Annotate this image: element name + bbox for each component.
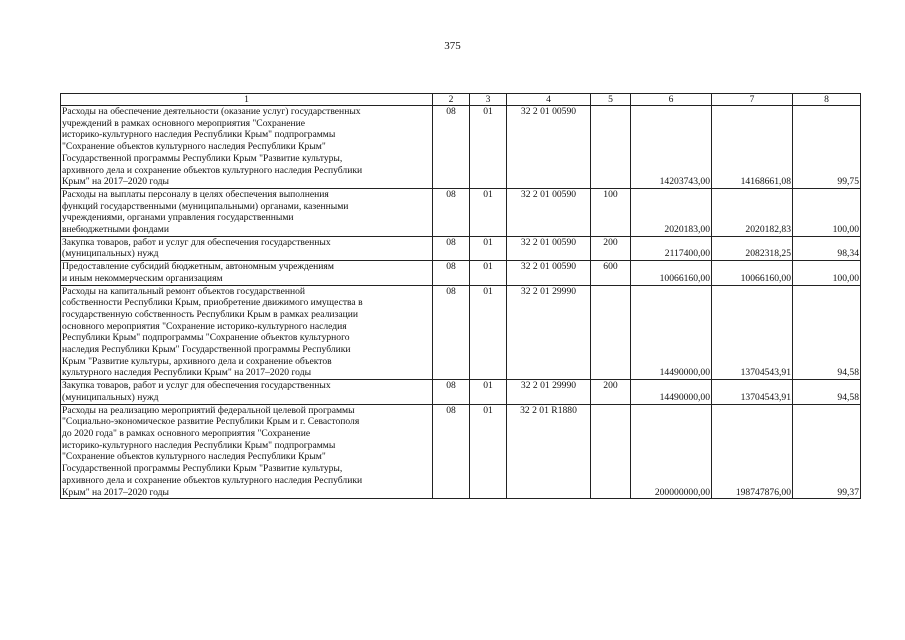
executed-amount: 10066160,00 bbox=[712, 261, 793, 285]
expense-type-code bbox=[591, 106, 631, 189]
execution-percent: 99,37 bbox=[793, 404, 861, 499]
subsection-code: 01 bbox=[470, 188, 507, 236]
planned-amount: 2117400,00 bbox=[631, 236, 712, 260]
target-article-code: 32 2 01 00590 bbox=[507, 106, 591, 189]
expense-type-code: 600 bbox=[591, 261, 631, 285]
table-row bbox=[61, 188, 861, 236]
expense-description: Предоставление субсидий бюджетным, автономным учреждениям и иным некоммерческим организациям bbox=[61, 261, 433, 285]
target-article-code: 32 2 01 00590 bbox=[507, 261, 591, 285]
header-cell: 1 bbox=[61, 94, 433, 106]
planned-amount: 14490000,00 bbox=[631, 380, 712, 404]
expense-type-code: 200 bbox=[591, 236, 631, 260]
target-article-code: 32 2 01 29990 bbox=[507, 285, 591, 380]
executed-amount: 198747876,00 bbox=[712, 404, 793, 499]
planned-amount: 200000000,00 bbox=[631, 404, 712, 499]
table-row bbox=[61, 261, 861, 285]
expense-type-code bbox=[591, 404, 631, 499]
executed-amount: 2020182,83 bbox=[712, 188, 793, 236]
header-cell: 4 bbox=[507, 94, 591, 106]
header-cell: 3 bbox=[470, 94, 507, 106]
expense-type-code bbox=[591, 285, 631, 380]
expense-description: Расходы на выплаты персоналу в целях обеспечения выполнения функций государственными (муниципальными) органами, казенными учреждениями, органами управления государственными внебюджетными фондами bbox=[61, 188, 433, 236]
subsection-code: 01 bbox=[470, 261, 507, 285]
planned-amount: 10066160,00 bbox=[631, 261, 712, 285]
execution-percent: 100,00 bbox=[793, 188, 861, 236]
executed-amount: 13704543,91 bbox=[712, 380, 793, 404]
expense-description: Расходы на капитальный ремонт объектов государственной собственности Республики Крым, приобретение движимого имущества в государственную собственность Республики Крым в рамках реализации основного мероприятия "Сохранение историко-культурного наследия Республики Крым" подпрограммы "Сохранение объектов культурного наследия Республики Крым" Государственной программы Республики Крым "Развитие культуры, архивного дела и сохранение объектов культурного наследия Республики Крым" на 2017–2020 годы bbox=[61, 285, 433, 380]
section-code: 08 bbox=[433, 404, 470, 499]
header-cell: 5 bbox=[591, 94, 631, 106]
execution-percent: 94,58 bbox=[793, 380, 861, 404]
execution-percent: 94,58 bbox=[793, 285, 861, 380]
header-cell: 7 bbox=[712, 94, 793, 106]
subsection-code: 01 bbox=[470, 106, 507, 189]
header-cell: 6 bbox=[631, 94, 712, 106]
target-article-code: 32 2 01 29990 bbox=[507, 380, 591, 404]
subsection-code: 01 bbox=[470, 236, 507, 260]
section-code: 08 bbox=[433, 188, 470, 236]
section-code: 08 bbox=[433, 261, 470, 285]
header-cell: 8 bbox=[793, 94, 861, 106]
expense-description: Расходы на обеспечение деятельности (оказание услуг) государственных учреждений в рамках основного мероприятия "Сохранение историко-культурного наследия Республики Крым" подпрограммы "Сохранение объектов культурного наследия Республики Крым" Государственной программы Республики Крым "Развитие культуры, архивного дела и сохранение объектов культурного наследия Республики Крым" на 2017–2020 годы bbox=[61, 106, 433, 189]
subsection-code: 01 bbox=[470, 285, 507, 380]
budget-execution-table bbox=[60, 93, 861, 499]
execution-percent: 99,75 bbox=[793, 106, 861, 189]
expense-description: Закупка товаров, работ и услуг для обеспечения государственных (муниципальных) нужд bbox=[61, 236, 433, 260]
subsection-code: 01 bbox=[470, 404, 507, 499]
expense-description: Расходы на реализацию мероприятий федеральной целевой программы "Социально-экономическое развитие Республики Крым и г. Севастополя до 2020 года" в рамках основного мероприятия "Сохранение историко-культурного наследия Республики Крым" подпрограммы "Сохранение объектов культурного наследия Республики Крым" Государственной программы Республики Крым "Развитие культуры, архивного дела и сохранение объектов культурного наследия Республики Крым" на 2017–2020 годы bbox=[61, 404, 433, 499]
executed-amount: 2082318,25 bbox=[712, 236, 793, 260]
target-article-code: 32 2 01 00590 bbox=[507, 188, 591, 236]
planned-amount: 14203743,00 bbox=[631, 106, 712, 189]
planned-amount: 2020183,00 bbox=[631, 188, 712, 236]
table-row bbox=[61, 236, 861, 260]
target-article-code: 32 2 01 R1880 bbox=[507, 404, 591, 499]
execution-percent: 98,34 bbox=[793, 236, 861, 260]
table-row bbox=[61, 106, 861, 189]
page-number: 375 bbox=[444, 40, 461, 52]
executed-amount: 14168661,08 bbox=[712, 106, 793, 189]
planned-amount: 14490000,00 bbox=[631, 285, 712, 380]
section-code: 08 bbox=[433, 380, 470, 404]
expense-description: Закупка товаров, работ и услуг для обеспечения государственных (муниципальных) нужд bbox=[61, 380, 433, 404]
expense-type-code: 200 bbox=[591, 380, 631, 404]
table-row bbox=[61, 285, 861, 380]
expense-type-code: 100 bbox=[591, 188, 631, 236]
execution-percent: 100,00 bbox=[793, 261, 861, 285]
table-row bbox=[61, 380, 861, 404]
executed-amount: 13704543,91 bbox=[712, 285, 793, 380]
subsection-code: 01 bbox=[470, 380, 507, 404]
header-cell: 2 bbox=[433, 94, 470, 106]
section-code: 08 bbox=[433, 285, 470, 380]
header-row bbox=[61, 94, 861, 106]
section-code: 08 bbox=[433, 236, 470, 260]
target-article-code: 32 2 01 00590 bbox=[507, 236, 591, 260]
table-row bbox=[61, 404, 861, 499]
section-code: 08 bbox=[433, 106, 470, 189]
